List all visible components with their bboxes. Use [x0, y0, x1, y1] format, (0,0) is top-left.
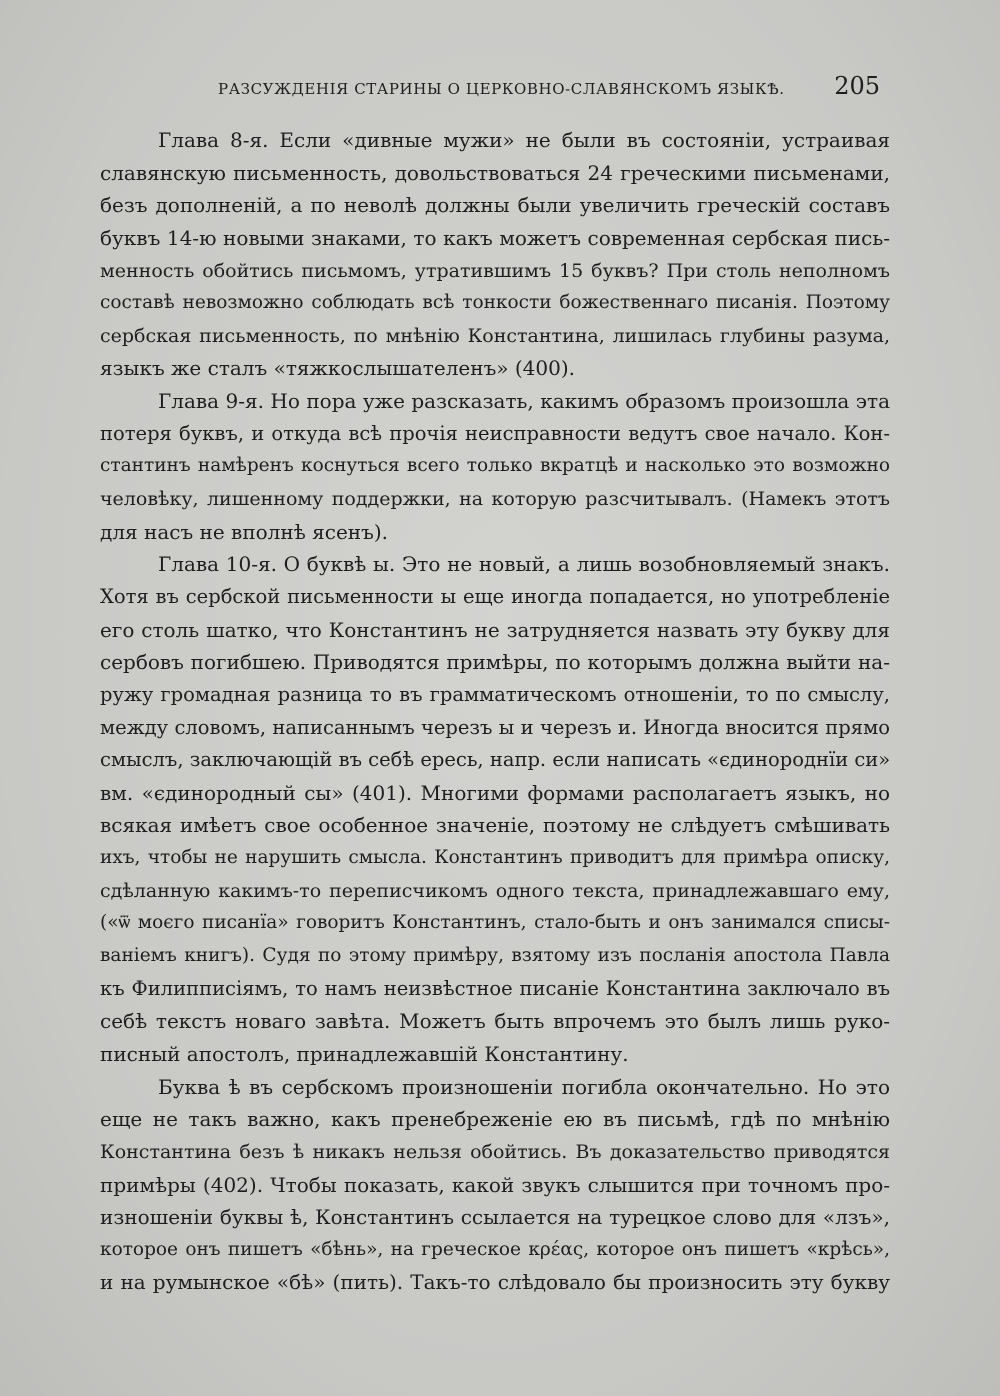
text-line: которое онъ пишетъ «бѣнь», на греческое κρέας, которое онъ пишетъ «крѣсь», [100, 1238, 890, 1260]
text-line: Глава 9-я. Но пора уже разсказать, какимъ образомъ произошла эта [158, 389, 890, 414]
text-line: потеря буквъ, и откуда всѣ прочія неисправности ведутъ свое начало. Кон- [100, 421, 890, 445]
text-line: Глава 10-я. О буквѣ ы. Это не новый, а лишь возобновляемый знакъ. [158, 552, 890, 577]
text-line: человѣку, лишенному поддержки, на которую разсчитывалъ. (Намекъ этотъ [100, 488, 890, 511]
text-line: Константина безъ ѣ никакъ нельзя обойтись. Въ доказательство приводятся [100, 1140, 890, 1163]
text-line: сдѣланную какимъ-то переписчикомъ одного текста, принадлежавшаго ему, [100, 879, 890, 902]
text-line: еще не такъ важно, какъ пренебреженіе ею въ письмѣ, гдѣ по мнѣнію [100, 1107, 890, 1132]
text-line: между словомъ, написаннымъ черезъ ы и черезъ и. Иногда вносится прямо [100, 715, 890, 739]
text-line: Буква ѣ въ сербскомъ произношеніи погибла окончательно. Но это [158, 1074, 890, 1099]
text-line: примѣры (402). Чтобы показать, какой звукъ слышится при точномъ про- [100, 1172, 890, 1197]
text-line: Глава 8-я. Если «дивные мужи» не были въ состояніи, устраивая [158, 128, 890, 152]
text-line: составѣ невозможно соблюдать всѣ тонкости божественнаго писанія. Поэтому [100, 292, 890, 314]
text-line: вм. «єдинородный сы» (401). Многими формами располагаетъ языкъ, но [100, 780, 890, 805]
text-line: менность обойтись письмомъ, утратившимъ 15 буквъ? При столь неполномъ [100, 259, 890, 282]
text-line: и на румынское «бѣ» (пить). Такъ-то слѣдовало бы произносить эту букву [100, 1270, 890, 1295]
text-line: языкъ же сталъ «тяжкослышателенъ» (400). [100, 356, 576, 381]
text-line: стантинъ намѣренъ коснуться всего только вкратцѣ и насколько это возможно [100, 455, 890, 477]
text-line: для насъ не вполнѣ ясенъ). [100, 519, 389, 544]
text-line: Хотя въ сербской письменности ы еще иногда попадается, но употребленіе [100, 584, 890, 608]
text-line: ихъ, чтобы не нарушить смысла. Константинъ приводитъ для примѣра описку, [100, 847, 890, 869]
running-title: РАЗСУЖДЕНІЯ СТАРИНЫ О ЦЕРКОВНО-СЛАВЯНСКОМЪ ЯЗЫКѢ. [218, 80, 785, 98]
running-head [150, 74, 890, 104]
text-line: сербовъ погибшею. Приводятся примѣры, по которымъ должна выйти на- [100, 650, 890, 675]
text-line: («ѿ моєго писанїа» говоритъ Константинъ, стало-быть и онъ занимался списы- [100, 912, 890, 934]
text-line: себѣ текстъ новаго завѣта. Можетъ быть впрочемъ это былъ лишь руко- [100, 1009, 890, 1034]
text-line: къ Филипписіямъ, то намъ неизвѣстное писаніе Константина заключало въ [100, 976, 890, 1000]
text-line: безъ дополненій, а по неволѣ должны были увеличить греческій составъ [100, 193, 890, 218]
text-line: ваніемъ книгъ). Судя по этому примѣру, взятому изъ посланія апостола Павла [100, 945, 890, 967]
text-line: всякая имѣетъ свое особенное значеніе, поэтому не слѣдуетъ смѣшивать [100, 813, 890, 838]
page-number: 205 [834, 72, 880, 100]
body-text [100, 124, 890, 1299]
text-line: изношеніи буквы ѣ, Константинъ ссылается на турецкое слово для «лзъ», [100, 1205, 890, 1230]
text-line: сербская письменность, по мнѣнію Константина, лишилась глубины разума, [100, 324, 890, 347]
text-line: его столь шатко, что Константинъ не затрудняется назвать эту букву для [100, 617, 890, 642]
text-line: смыслъ, заключающій въ себѣ ересь, напр. если написать «єдинороднїи си» [100, 748, 890, 772]
text-line: славянскую письменность, довольствоваться 24 греческими письменами, [100, 160, 890, 185]
text-line: писный апостолъ, принадлежавшій Константину. [100, 1041, 629, 1066]
text-line: ружу громадная разница то въ грамматическомъ отношеніи, то по смыслу, [100, 682, 890, 706]
text-line: буквъ 14-ю новыми знаками, то какъ можетъ современная сербская пись- [100, 225, 890, 250]
